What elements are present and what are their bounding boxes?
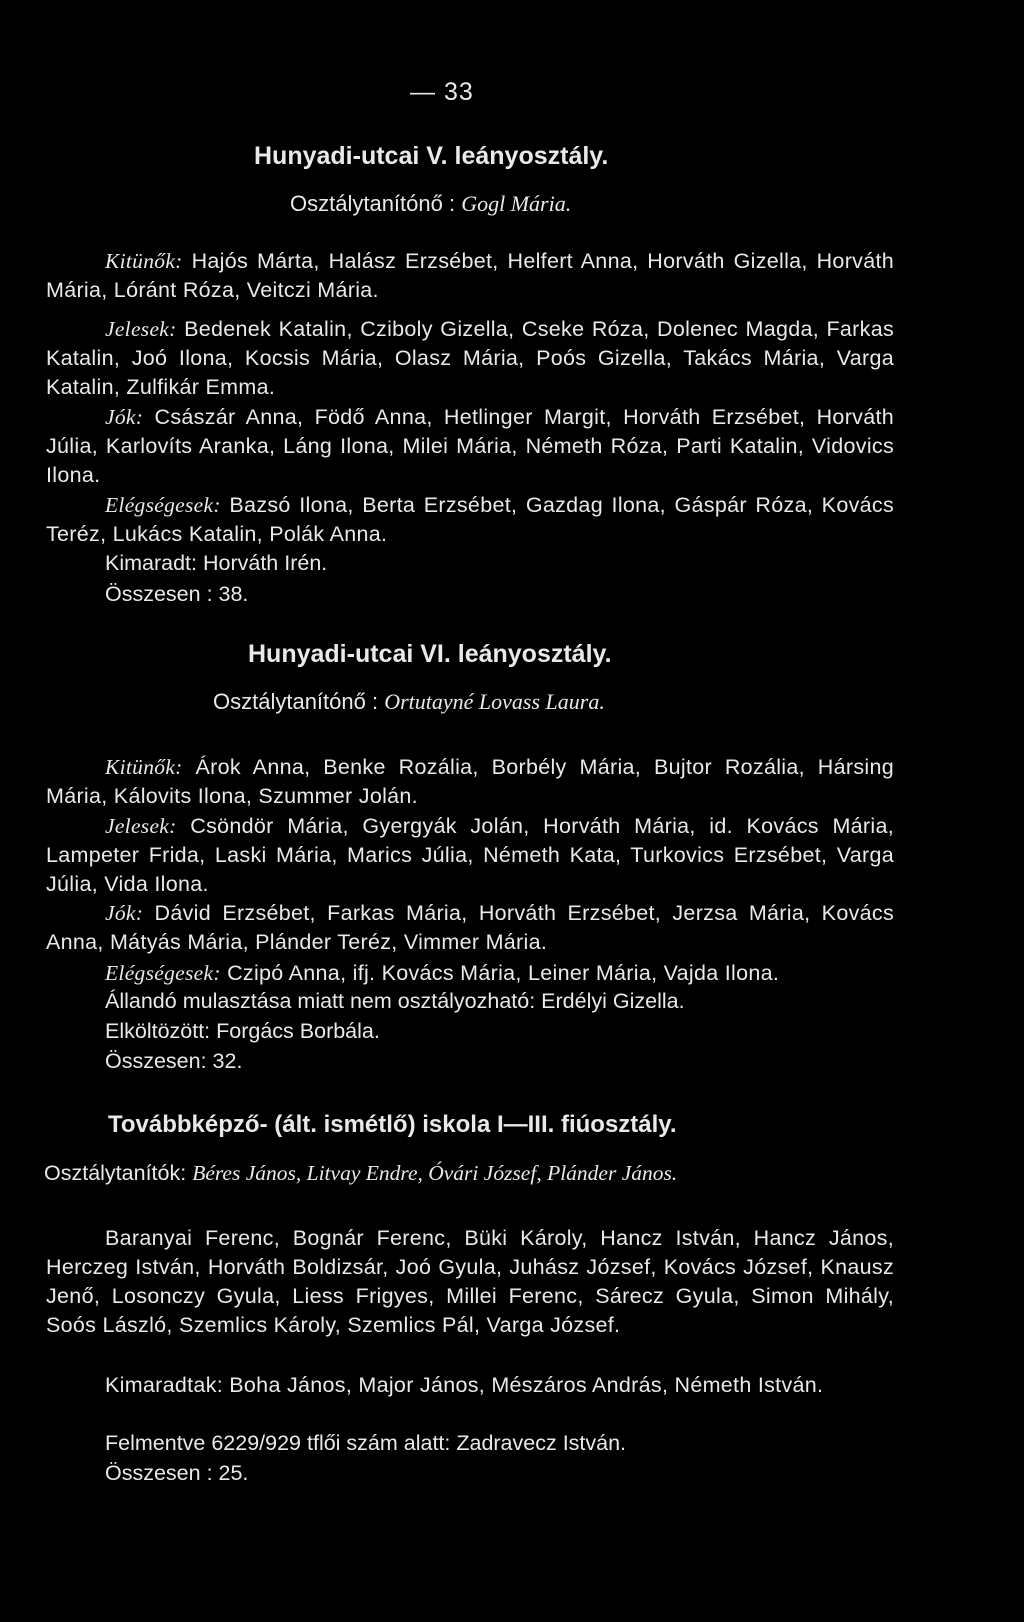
osszesen-line-v: Összesen : 38. bbox=[105, 582, 249, 606]
jok-paragraph-vi bbox=[46, 899, 894, 957]
jelesek-names: Csöndör Mária, Gyergyák Jolán, Horváth Mária, id. Kovács Mária, Lampeter Frida, Laski Mária, Marics Júlia, Németh Kata, Turkovics Erzsébet, Varga Júlia, Vida Ilona. bbox=[46, 814, 894, 896]
teacher-line-v bbox=[290, 191, 571, 217]
section-heading-v: Hunyadi-utcai V. leányosztály. bbox=[254, 142, 609, 170]
jok-paragraph-v bbox=[46, 403, 894, 490]
allando-line: Állandó mulasztása miatt nem osztályozható: Erdélyi Gizella. bbox=[105, 989, 685, 1013]
kitunok-names: Árok Anna, Benke Rozália, Borbély Mária, Bujtor Rozália, Hársing Mária, Kálovits Ilona, Szummer Jolán. bbox=[46, 755, 894, 808]
teacher-label: Osztálytanítónő : bbox=[290, 191, 456, 216]
teacher-names: Béres János, Litvay Endre, Óvári József, Plánder János. bbox=[192, 1161, 678, 1185]
jok-label: Jók: bbox=[105, 405, 144, 429]
osszesen-line-vi: Összesen: 32. bbox=[105, 1049, 243, 1073]
kitunok-names: Hajós Márta, Halász Erzsébet, Helfert Anna, Horváth Gizella, Horváth Mária, Lóránt Róza, Veitczi Mária. bbox=[46, 249, 894, 302]
teacher-line-tovabbkepzo bbox=[44, 1161, 677, 1186]
page-number: — 33 bbox=[410, 78, 474, 106]
kitunok-paragraph-vi bbox=[46, 753, 894, 811]
kimaradt-line: Kimaradt: Horváth Irén. bbox=[105, 551, 328, 575]
jok-label: Jók: bbox=[105, 901, 144, 925]
students-paragraph: Baranyai Ferenc, Bognár Ferenc, Büki Károly, Hancz István, Hancz János, Herczeg István, Horváth Boldizsár, Joó Gyula, Juhász József, Kovács József, Knausz Jenő, Losonczy Gyula, Liess Frigyes, Millei Ferenc, Sárecz Gyula, Simon Mihály, Soós László, Szemlics Károly, Szemlics Pál, Varga József. bbox=[46, 1226, 894, 1337]
felmentve-line: Felmentve 6229/929 tflői szám alatt: Zadravecz István. bbox=[105, 1431, 627, 1455]
jelesek-label: Jelesek: bbox=[105, 317, 177, 341]
kitunok-paragraph-v bbox=[46, 247, 894, 305]
teacher-label: Osztálytanítónő : bbox=[213, 689, 379, 714]
jok-names: Császár Anna, Födő Anna, Hetlinger Margit, Horváth Erzsébet, Horváth Júlia, Karlovíts Aranka, Láng Ilona, Milei Mária, Németh Róza, Parti Katalin, Vidovics Ilona. bbox=[46, 405, 894, 487]
teacher-line-vi bbox=[213, 689, 605, 715]
kitunok-label: Kitünők: bbox=[105, 755, 183, 779]
elegsegesek-names: Bazsó Ilona, Berta Erzsébet, Gazdag Ilona, Gáspár Róza, Kovács Teréz, Lukács Katalin, Polák Anna. bbox=[46, 493, 894, 546]
section-heading-tovabbkepzo: Továbbképző- (ált. ismétlő) iskola I—III. fiúosztály. bbox=[108, 1111, 677, 1138]
section-heading-vi: Hunyadi-utcai VI. leányosztály. bbox=[248, 640, 612, 668]
teacher-name: Ortutayné Lovass Laura. bbox=[384, 689, 605, 714]
jelesek-paragraph-vi bbox=[46, 812, 894, 899]
jok-names: Dávid Erzsébet, Farkas Mária, Horváth Erzsébet, Jerzsa Mária, Kovács Anna, Mátyás Mária, Plánder Teréz, Vimmer Mária. bbox=[46, 901, 894, 954]
jelesek-label: Jelesek: bbox=[105, 814, 177, 838]
jelesek-paragraph-v bbox=[46, 315, 894, 402]
elegsegesek-paragraph-v bbox=[46, 491, 894, 549]
jelesek-names: Bedenek Katalin, Cziboly Gizella, Cseke Róza, Dolenec Magda, Farkas Katalin, Joó Ilona, Kocsis Mária, Olasz Mária, Poós Gizella, Takács Mária, Varga Katalin, Zulfikár Emma. bbox=[46, 317, 894, 399]
elegsegesek-names: Czipó Anna, ifj. Kovács Mária, Leiner Mária, Vajda Ilona. bbox=[220, 961, 780, 985]
elkoltozott-line: Elköltözött: Forgács Borbála. bbox=[105, 1019, 380, 1043]
teacher-label: Osztálytanítók: bbox=[44, 1161, 187, 1185]
kimaradtak-paragraph: Kimaradtak: Boha János, Major János, Mészáros András, Németh István. bbox=[105, 1373, 824, 1397]
elegsegesek-label: Elégségesek: bbox=[105, 961, 221, 985]
osszesen-line-tovabbkepzo: Összesen : 25. bbox=[105, 1461, 249, 1485]
teacher-name: Gogl Mária. bbox=[461, 191, 572, 216]
elegsegesek-label: Elégségesek: bbox=[105, 493, 221, 517]
elegsegesek-paragraph-vi bbox=[46, 959, 894, 988]
kitunok-label: Kitünők: bbox=[105, 249, 183, 273]
